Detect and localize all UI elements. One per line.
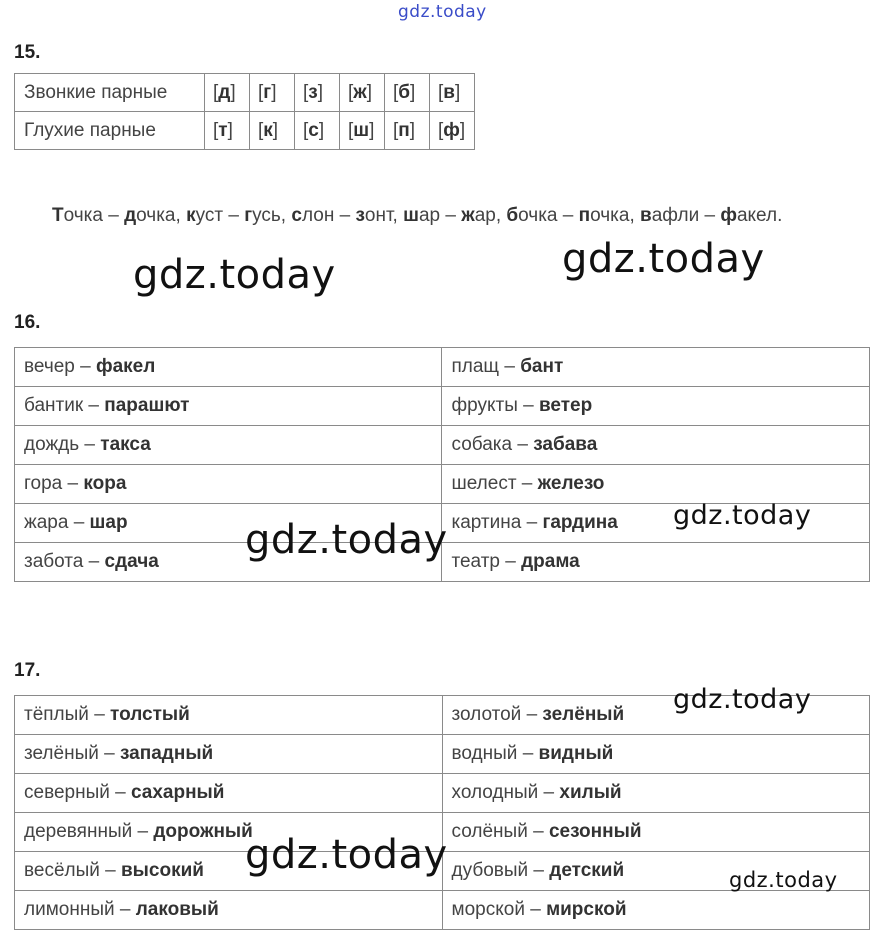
word-rest: онт, xyxy=(364,205,404,226)
sound-cell: [п] xyxy=(385,112,430,150)
sound-cell: [г] xyxy=(250,74,295,112)
dash: – xyxy=(99,860,121,881)
paired-word: гардина xyxy=(542,512,618,533)
sound-letter: д xyxy=(218,81,231,103)
paired-word: ветер xyxy=(538,395,593,416)
paired-word: драма xyxy=(521,551,580,572)
dash: – xyxy=(132,821,154,842)
word: лимонный xyxy=(24,899,115,920)
table-row xyxy=(15,74,475,112)
word-rest: ар xyxy=(418,205,441,226)
dash: – xyxy=(699,205,721,226)
word: холодный xyxy=(451,782,539,803)
sound-letter: в xyxy=(443,81,455,103)
word-rest: лон xyxy=(301,205,335,226)
dash: – xyxy=(557,205,579,226)
sound-letter: г xyxy=(263,81,272,103)
table-row xyxy=(15,465,870,504)
bold-letter: г xyxy=(244,205,253,226)
dash: – xyxy=(440,205,462,226)
word-pair-cell xyxy=(442,543,870,582)
word: вечер xyxy=(24,356,75,377)
word-pair-cell xyxy=(15,696,443,735)
word: морской xyxy=(451,899,525,920)
sound-letter: с xyxy=(308,119,319,141)
word: шелест xyxy=(451,473,517,494)
word-pair-cell xyxy=(15,774,443,813)
bold-letter: з xyxy=(355,205,365,226)
watermark: gdz.today xyxy=(245,832,448,878)
bold-letter: с xyxy=(291,205,302,226)
word-pair-cell xyxy=(442,426,870,465)
word-rest: акел. xyxy=(736,205,783,226)
dash: – xyxy=(528,860,550,881)
exercise-17-number: 17. xyxy=(14,660,41,681)
word-rest: ар, xyxy=(474,205,507,226)
word: фрукты xyxy=(451,395,518,416)
word-pair-cell xyxy=(442,348,870,387)
word-pair-cell xyxy=(442,465,870,504)
bold-letter: п xyxy=(578,205,591,226)
bold-letter: д xyxy=(124,205,137,226)
word: солёный xyxy=(451,821,528,842)
paired-word: парашют xyxy=(104,395,190,416)
word-pair-cell xyxy=(15,387,442,426)
exercise-15-number: 15. xyxy=(14,42,41,63)
paired-word: лаковый xyxy=(135,899,219,920)
dash: – xyxy=(83,395,105,416)
watermark: gdz.today xyxy=(562,236,765,282)
dash: – xyxy=(109,782,131,803)
dash: – xyxy=(538,782,560,803)
sound-cell: [в] xyxy=(430,74,475,112)
word: забота xyxy=(24,551,84,572)
exercise-15-text xyxy=(14,197,872,234)
word: дождь xyxy=(24,434,80,455)
bold-letter: в xyxy=(640,205,652,226)
word: тёплый xyxy=(24,704,89,725)
sound-cell: [д] xyxy=(205,74,250,112)
table-row xyxy=(15,891,870,930)
word-pair-cell xyxy=(15,891,443,930)
table-row xyxy=(15,112,475,150)
paired-word: факел xyxy=(95,356,156,377)
paired-word: кора xyxy=(83,473,127,494)
dash: – xyxy=(527,821,549,842)
watermark: gdz.today xyxy=(673,684,812,715)
paired-word: толстый xyxy=(110,704,190,725)
paired-word: забава xyxy=(533,434,598,455)
paired-word: детский xyxy=(549,860,625,881)
bold-letter: ж xyxy=(461,205,475,226)
word-pair-cell xyxy=(15,465,442,504)
sound-letter: б xyxy=(398,81,411,103)
sound-letter: ш xyxy=(353,119,370,141)
paired-word: видный xyxy=(538,743,614,764)
word: гора xyxy=(24,473,63,494)
dash: – xyxy=(521,512,543,533)
bold-letter: Т xyxy=(52,205,64,226)
watermark-top: gdz.today xyxy=(398,2,487,22)
word-rest: очка xyxy=(63,205,103,226)
sound-letter: п xyxy=(398,119,410,141)
sound-letter: ж xyxy=(353,81,367,103)
sound-letter: з xyxy=(308,81,318,103)
bold-letter: к xyxy=(186,205,196,226)
dash: – xyxy=(524,899,547,920)
paired-word: хилый xyxy=(559,782,622,803)
paired-word: мирской xyxy=(546,899,627,920)
sound-cell: [б] xyxy=(385,74,430,112)
word: театр xyxy=(451,551,500,572)
word: водный xyxy=(451,743,518,764)
dash: – xyxy=(83,551,105,572)
sound-cell: [з] xyxy=(295,74,340,112)
dash: – xyxy=(223,205,245,226)
word: плащ xyxy=(451,356,500,377)
word: северный xyxy=(24,782,110,803)
dash: – xyxy=(74,356,96,377)
sound-cell: [ф] xyxy=(430,112,475,150)
sound-cell: [ж] xyxy=(340,74,385,112)
word-pair-cell xyxy=(442,774,869,813)
dash: – xyxy=(334,205,356,226)
paired-word: сахарный xyxy=(130,782,225,803)
paired-word: сдача xyxy=(104,551,159,572)
watermark: gdz.today xyxy=(133,252,336,298)
word-pairs-paragraph xyxy=(14,197,872,234)
dash: – xyxy=(521,704,543,725)
paired-word: зелёный xyxy=(542,704,625,725)
dash: – xyxy=(516,473,538,494)
word-pair-cell xyxy=(442,735,869,774)
bold-letter: ш xyxy=(403,205,419,226)
sound-letter: ф xyxy=(443,119,460,141)
dash: – xyxy=(517,395,539,416)
word-rest: очка xyxy=(518,205,558,226)
exercise-16-number: 16. xyxy=(14,312,41,333)
word-pair-cell xyxy=(15,735,443,774)
table-row xyxy=(15,735,870,774)
dash: – xyxy=(499,551,522,572)
sound-letter: т xyxy=(218,119,228,141)
sound-cell: [т] xyxy=(205,112,250,150)
dash: – xyxy=(517,743,539,764)
paired-word: такса xyxy=(100,434,151,455)
dash: – xyxy=(98,743,120,764)
dash: – xyxy=(79,434,101,455)
word-pair-cell xyxy=(442,813,869,852)
dash: – xyxy=(102,205,125,226)
word-pair-cell xyxy=(15,426,442,465)
paired-consonants-table xyxy=(14,73,475,150)
word: бантик xyxy=(24,395,84,416)
table-row xyxy=(15,426,870,465)
paired-word: высокий xyxy=(121,860,204,881)
word: дубовый xyxy=(451,860,529,881)
word: весёлый xyxy=(24,860,100,881)
word-rest: уст xyxy=(195,205,224,226)
sound-cell: [ш] xyxy=(340,112,385,150)
paired-word: шар xyxy=(89,512,128,533)
word: зелёный xyxy=(24,743,99,764)
dash: – xyxy=(114,899,136,920)
table-row xyxy=(15,348,870,387)
row-label: Глухие парные xyxy=(15,112,205,150)
word-rest: афли xyxy=(651,205,700,226)
paired-word: западный xyxy=(119,743,214,764)
exercise-17-table xyxy=(14,695,870,930)
dash: – xyxy=(512,434,534,455)
word: собака xyxy=(451,434,513,455)
watermark: gdz.today xyxy=(673,500,812,531)
paired-word: железо xyxy=(537,473,605,494)
table-row xyxy=(15,387,870,426)
word: золотой xyxy=(451,704,522,725)
sound-cell: [к] xyxy=(250,112,295,150)
paired-word: бант xyxy=(520,356,564,377)
paired-word: дорожный xyxy=(153,821,253,842)
word-rest: очка, xyxy=(590,205,641,226)
bold-letter: ф xyxy=(720,205,737,226)
word-rest: очка, xyxy=(136,205,187,226)
word-pair-cell xyxy=(15,348,442,387)
word-pair-cell xyxy=(442,387,870,426)
sound-letter: к xyxy=(263,119,273,141)
table-row xyxy=(15,774,870,813)
row-label: Звонкие парные xyxy=(15,74,205,112)
watermark: gdz.today xyxy=(245,517,448,563)
word-pair-cell xyxy=(442,891,869,930)
paired-word: сезонный xyxy=(548,821,642,842)
word: картина xyxy=(451,512,522,533)
word-rest: усь, xyxy=(252,205,292,226)
dash: – xyxy=(68,512,90,533)
dash: – xyxy=(88,704,111,725)
dash: – xyxy=(499,356,521,377)
sound-cell: [с] xyxy=(295,112,340,150)
dash: – xyxy=(62,473,84,494)
word: жара xyxy=(24,512,69,533)
word: деревянный xyxy=(24,821,133,842)
watermark: gdz.today xyxy=(729,868,838,892)
bold-letter: б xyxy=(506,205,519,226)
